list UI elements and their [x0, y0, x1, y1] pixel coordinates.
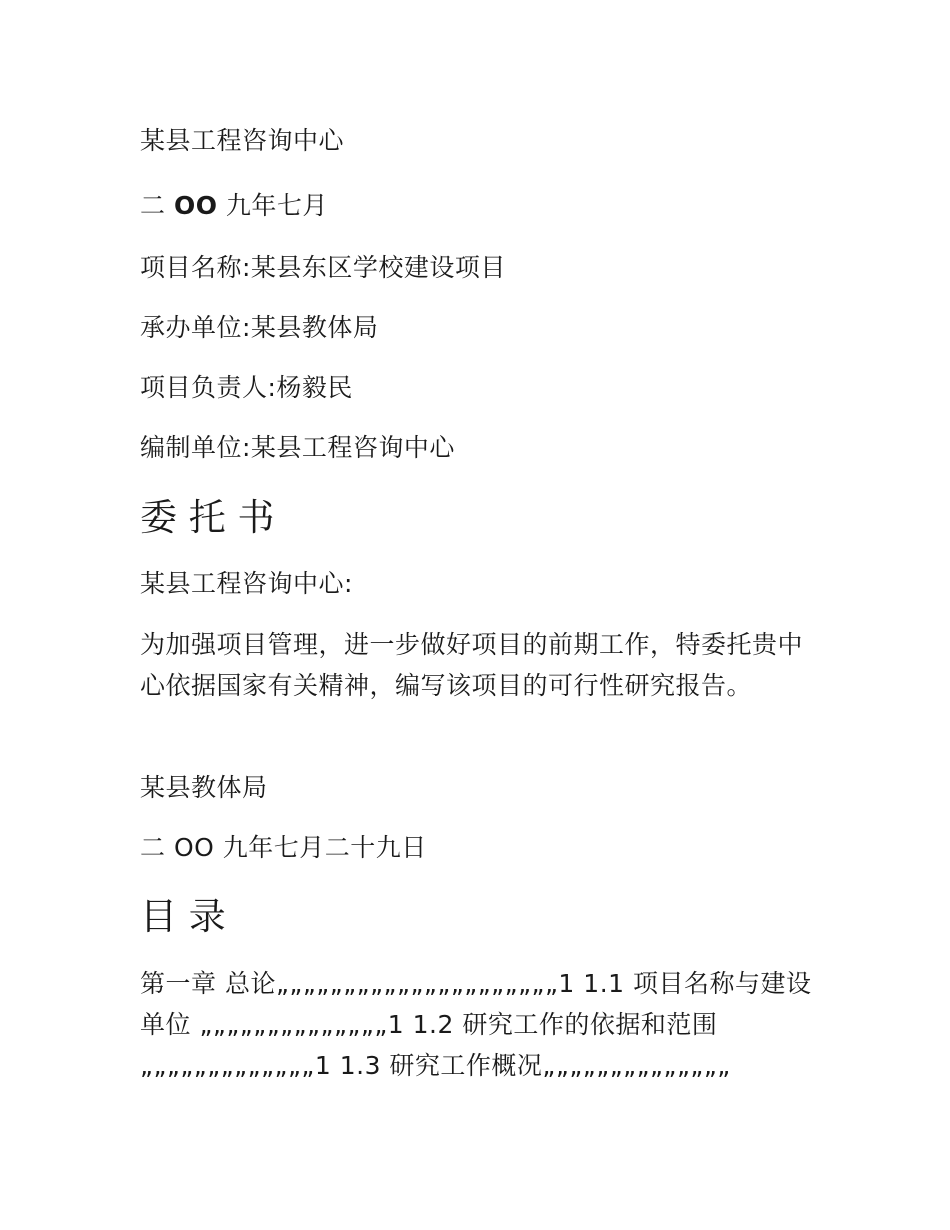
project-leader: 项目负责人:杨毅民 [140, 373, 353, 402]
letter-date: 二 OO 九年七月二十九日 [140, 833, 427, 862]
letter-addressee: 某县工程咨询中心: [140, 569, 353, 598]
cover-date-prefix: 二 [140, 191, 174, 220]
undertaker: 承办单位:某县教体局 [140, 313, 379, 342]
cover-org: 某县工程咨询中心 [140, 126, 345, 155]
toc-title: 目 录 [140, 895, 226, 938]
letter-body: 为加强项目管理，进一步做好项目的前期工作，特委托贵中心依据国家有关精神，编写该项目的可行性研究报告。 [140, 630, 804, 700]
project-name: 项目名称:某县东区学校建设项目 [140, 253, 506, 282]
cover-date-bold: OO [173, 191, 218, 220]
compiler: 编制单位:某县工程咨询中心 [140, 433, 455, 462]
toc-entries: 第一章 总论„„„„„„„„„„„„„„„„„„„„„1 1.1 项目名称与建设单位 „„„„„„„„„„„„„„1 1.2 研究工作的依据和范围„„„„„„„„„„„„„1 1.3 研究工作概况„„„„„„„„„„„„„„ [140, 969, 812, 1080]
cover-date [140, 191, 328, 221]
cover-date-suffix: 九年七月 [217, 191, 328, 220]
letter-signer: 某县教体局 [140, 773, 268, 802]
letter-title: 委 托 书 [140, 496, 275, 539]
